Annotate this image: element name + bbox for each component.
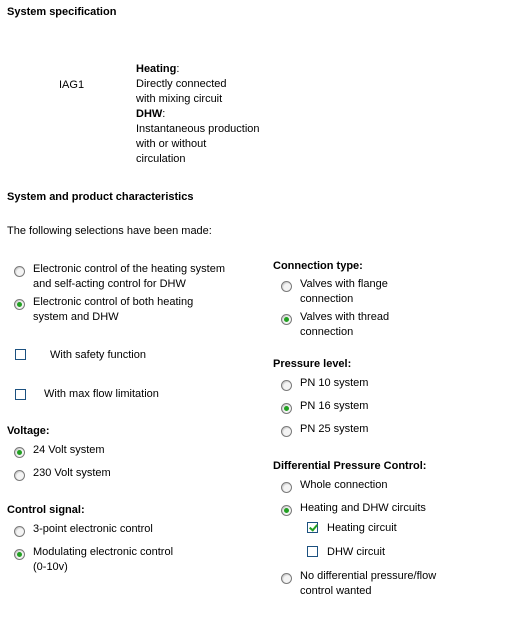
connection-flange-label: Valves with flange connection — [300, 278, 388, 305]
control-signal-title: Control signal: — [7, 504, 85, 516]
pressure-pn16-radio[interactable] — [281, 403, 292, 414]
pressure-pn16-label: PN 16 system — [300, 400, 369, 412]
control-type-label-2: Electronic control of both heating system and DHW — [33, 296, 194, 323]
dhw-circuit-checkbox[interactable] — [307, 546, 318, 557]
dhw-line-2: with or without — [136, 138, 207, 150]
voltage-24v-label: 24 Volt system — [33, 444, 105, 456]
control-signal-modulating-radio[interactable] — [14, 549, 25, 560]
max-flow-checkbox[interactable] — [15, 389, 26, 400]
system-spec-title: System specification — [7, 6, 117, 18]
connection-flange-radio[interactable] — [281, 281, 292, 292]
selections-intro: The following selections have been made: — [7, 225, 212, 237]
diff-pressure-circuits-label: Heating and DHW circuits — [300, 502, 426, 514]
diff-pressure-none-label: No differential pressure/flow control wanted — [300, 570, 437, 597]
heating-line-2: with mixing circuit — [136, 93, 223, 105]
control-signal-modulating-label: Modulating electronic control (0-10v) — [33, 546, 174, 573]
system-code: IAG1 — [59, 79, 85, 91]
diff-pressure-whole-label: Whole connection — [300, 479, 388, 491]
connection-thread-radio[interactable] — [281, 314, 292, 325]
heating-circuit-checkbox[interactable] — [307, 522, 318, 533]
voltage-24v-radio[interactable] — [14, 447, 25, 458]
safety-function-label: With safety function — [50, 349, 146, 361]
control-type-label-1: Electronic control of the heating system and self-acting control for DHW — [33, 263, 225, 290]
pressure-pn25-radio[interactable] — [281, 426, 292, 437]
safety-function-checkbox[interactable] — [15, 349, 26, 360]
diff-pressure-none-radio[interactable] — [281, 573, 292, 584]
diff-pressure-whole-radio[interactable] — [281, 482, 292, 493]
dhw-label: DHW — [136, 108, 163, 120]
dhw-line-3: circulation — [136, 153, 186, 165]
max-flow-label: With max flow limitation — [44, 388, 159, 400]
system-description: Heating: Directly connected with mixing circuit DHW: Instantaneous production with or without circulation — [136, 63, 260, 165]
pressure-pn25-label: PN 25 system — [300, 423, 369, 435]
voltage-title: Voltage: — [7, 425, 50, 437]
control-signal-3point-radio[interactable] — [14, 526, 25, 537]
control-type-radio-2[interactable] — [14, 299, 25, 310]
heating-label: Heating — [136, 63, 177, 75]
voltage-230v-label: 230 Volt system — [33, 467, 111, 479]
connection-thread-label: Valves with thread connection — [300, 311, 390, 338]
connection-type-title: Connection type: — [273, 260, 363, 272]
heating-circuit-label: Heating circuit — [327, 522, 397, 534]
control-signal-3point-label: 3-point electronic control — [33, 523, 153, 535]
characteristics-title: System and product characteristics — [7, 191, 194, 203]
dhw-line-1: Instantaneous production — [136, 123, 260, 135]
control-type-radio-1[interactable] — [14, 266, 25, 277]
pressure-level-title: Pressure level: — [273, 358, 352, 370]
dhw-circuit-label: DHW circuit — [327, 546, 386, 558]
diff-pressure-circuits-radio[interactable] — [281, 505, 292, 516]
pressure-pn10-radio[interactable] — [281, 380, 292, 391]
pressure-pn10-label: PN 10 system — [300, 377, 369, 389]
heating-line-1: Directly connected — [136, 78, 227, 90]
voltage-230v-radio[interactable] — [14, 470, 25, 481]
diff-pressure-title: Differential Pressure Control: — [273, 460, 427, 472]
